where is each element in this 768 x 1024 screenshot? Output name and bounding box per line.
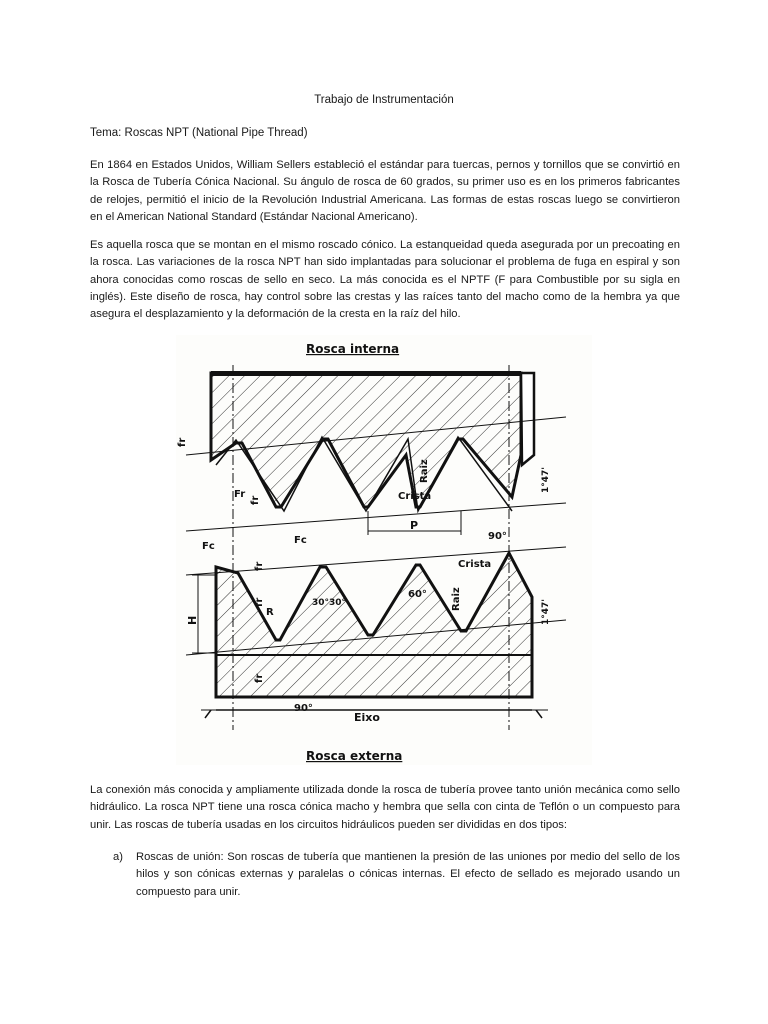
- label-Fc-left: Fc: [202, 541, 215, 552]
- internal-thread-body: [211, 373, 521, 507]
- label-crista-bottom: Crista: [458, 559, 492, 570]
- label-Fr: Fr: [234, 489, 246, 500]
- label-R: R: [266, 607, 274, 618]
- label-eixo: Eixo: [354, 711, 380, 724]
- paragraph-history: En 1864 en Estados Unidos, William Sellers estableció el estándar para tuercas, pernos y tornillos que se convirtió en la Rosca de Tubería Cónica Nacional. Su ángulo de rosca de 60 grados, su primer uso es en los primeros fabricantes de relojes, permitió el inicio de la Revolución Industrial Americana. Las formas de estas roscas luego se convirtieron en el American National Standard (Estándar Nacional Americano).: [90, 159, 680, 223]
- label-90-top: 90°: [488, 531, 507, 542]
- label-angle-bottom: 1°47': [541, 598, 551, 625]
- label-rosca-externa: Rosca externa: [306, 749, 403, 763]
- label-angle-top: 1°47': [541, 466, 551, 493]
- label-90-bottom: 90°: [294, 703, 313, 714]
- thread-diagram-svg: [176, 335, 592, 765]
- label-fr-b2: fr: [254, 597, 265, 607]
- label-fr-b1: fr: [254, 561, 265, 571]
- paragraph-connection: La conexión más conocida y ampliamente utilizada donde la rosca de tubería provee tanto unión mecánica como sello hidráulico. La rosca NPT tiene una rosca cónica macho y hembra que sella con cinta de Teflón o un compuesto para unir. Las roscas de tubería usadas en los circuitos hidráulicos pueden ser divididas en dos tipos:: [90, 784, 680, 831]
- label-60: 60°: [408, 589, 427, 600]
- label-fr-top: fr: [177, 437, 188, 447]
- label-raiz-bottom: Raiz: [451, 587, 462, 611]
- label-fr-mid: fr: [250, 495, 261, 505]
- list-marker: a): [113, 851, 123, 863]
- label-crista-top: Crista: [398, 491, 432, 502]
- label-Fc-mid: Fc: [294, 535, 307, 546]
- label-P: P: [410, 519, 419, 532]
- label-raiz-top: Raiz: [419, 459, 430, 483]
- list-item-text: Roscas de unión: Son roscas de tubería que mantienen la presión de las uniones por medio del sello de los hilos y son cónicas externas y paralelas o cónicas internas. El efecto de sellado es mejorado usando un compuesto para unir.: [136, 851, 680, 898]
- label-rosca-interna: Rosca interna: [306, 342, 400, 356]
- topic-line: Tema: Roscas NPT (National Pipe Thread): [90, 127, 308, 139]
- label-H: H: [186, 615, 199, 625]
- label-30-30: 30°30°: [312, 598, 347, 608]
- document-title: Trabajo de Instrumentación: [314, 94, 454, 106]
- thread-diagram: [176, 335, 592, 765]
- label-fr-bottom: fr: [254, 673, 265, 683]
- paragraph-description: Es aquella rosca que se montan en el mismo roscado cónico. La estanqueidad queda asegurada por un precoating en la rosca. Las variaciones de la rosca NPT han sido implantadas para solucionar el problema de fuga en espiral y son ahora conocidas como roscas de sello en seco. La más conocida es el NPTF (F para Combustible por su sigla en inglés). Este diseño de rosca, hay control sobre las crestas y las raíces tanto del macho como de la hembra ya que asegura el desplazamiento y la deformación de la cresta en la raíz del hilo.: [90, 239, 680, 321]
